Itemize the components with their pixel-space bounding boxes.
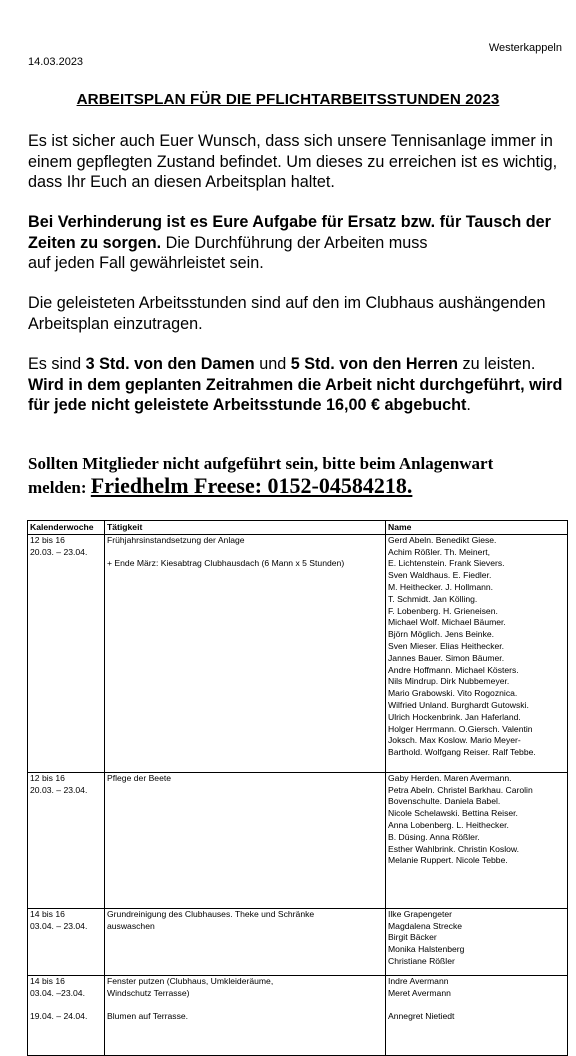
names-line: Bovenschulte. Daniela Babel. [388, 796, 501, 807]
task-cell [105, 908, 386, 975]
names-line: M. Heithecker. J. Hollmann. [388, 581, 494, 592]
logging-paragraph: Die geleisteten Arbeitsstunden sind auf den im Clubhaus aushängenden Arbeitsplan einzutragen. [28, 294, 546, 333]
week-line: 20.03. – 23.04. [30, 784, 88, 795]
task-line: Windschutz Terrasse) [107, 987, 190, 998]
names-line: Wilfried Unland. Burghardt Gutowski. [388, 699, 529, 710]
names-line: Anna Lobenberg. L. Heithecker. [388, 819, 509, 830]
substitution-text: Die Durchführung der Arbeiten muss [161, 233, 428, 252]
substitution-paragraph [28, 212, 568, 274]
place-name: Westerkappeln [488, 42, 562, 54]
week-line: 12 bis 16 [30, 772, 65, 783]
week-cell [28, 975, 105, 1055]
names-line: Joksch. Max Koslow. Mario Meyer- [388, 735, 521, 746]
names-line: Indre Avermann [388, 975, 449, 986]
men-hours: 5 Std. von den Herren [290, 355, 459, 373]
names-line: Björn Möglich. Jens Beinke. [388, 629, 495, 640]
week-line: 03.04. – 23.04. [30, 920, 88, 931]
week-line: 14 bis 16 [30, 908, 65, 919]
names-cell [386, 534, 568, 772]
names-line: Achim Rößler. Th. Meinert, [388, 546, 491, 557]
contact-prefix: melden: [28, 478, 91, 497]
task-line: auswaschen [107, 920, 155, 931]
table-row [28, 975, 568, 1055]
header-name: Name [386, 521, 568, 535]
names-line: E. Lichtenstein. Frank Sievers. [388, 558, 505, 569]
names-line: Esther Wahlbrink. Christin Koslow. [388, 843, 520, 854]
women-hours: 3 Std. von den Damen [85, 355, 255, 373]
penalty-text: Wird in dem geplanten Zeitrahmen die Arbeit nicht durchgeführt, wird für jede nicht geleistete Arbeitsstunde 16,00 € abgebucht [28, 375, 563, 414]
contact-paragraph [28, 453, 568, 499]
names-line: Nils Mindrup. Dirk Nubbemeyer. [388, 676, 510, 687]
task-line: Pflege der Beete [107, 772, 172, 783]
names-line: Melanie Ruppert. Nicole Tebbe. [388, 855, 508, 866]
groundskeeper-contact: Friedhelm Freese: 0152-04584218. [90, 473, 413, 498]
names-line: Holger Herrmann. O.Giersch. Valentin [388, 723, 533, 734]
week-line: 20.03. – 23.04. [30, 546, 88, 557]
task-line: Blumen auf Terrasse. [107, 1011, 189, 1022]
week-line: 14 bis 16 [30, 975, 65, 986]
header-task: Tätigkeit [105, 521, 386, 535]
blank-line [388, 999, 566, 1011]
names-line: Gaby Herden. Maren Avermann. [388, 772, 512, 783]
names-line: Monika Halstenberg [388, 944, 465, 955]
contact-text: Sollten Mitglieder nicht aufgeführt sein, bitte beim Anlagenwart [28, 454, 494, 473]
task-line: Grundreinigung des Clubhauses. Theke und Schränke [107, 908, 315, 919]
names-line: Annegret Nietiedt [388, 1011, 455, 1022]
task-cell [105, 975, 386, 1055]
week-cell [28, 772, 105, 908]
names-line: F. Lobenberg. H. Grieneisen. [388, 605, 498, 616]
document-date: 14.03.2023 [28, 56, 84, 68]
task-line: Frühjahrsinstandsetzung der Anlage [107, 534, 245, 545]
table-header-row [28, 521, 568, 535]
hours-text-end: zu leisten. [458, 355, 536, 373]
week-cell [28, 908, 105, 975]
names-line: Ilke Grapengeter [388, 908, 453, 919]
names-line: Birgit Bäcker [388, 932, 437, 943]
names-line: T. Schmidt. Jan Kölling. [388, 593, 478, 604]
names-line: Ulrich Hockenbrink. Jan Haferland. [388, 711, 521, 722]
names-line: Sven Waldhaus. E. Fiedler. [388, 570, 492, 581]
blank-line [107, 547, 384, 559]
names-line: Nicole Schelawski. Bettina Reiser. [388, 808, 518, 819]
table-row [28, 772, 568, 908]
names-line: Jannes Bauer. Simon Bäumer. [388, 652, 505, 663]
names-line: B. Düsing. Anna Rößler. [388, 831, 480, 842]
week-line: 19.04. – 24.04. [30, 1011, 88, 1022]
table-row [28, 908, 568, 975]
blank-line [107, 999, 384, 1011]
task-cell [105, 772, 386, 908]
names-line: Petra Abeln. Christel Barkhau. Carolin [388, 784, 533, 795]
names-line: Michael Wolf. Michael Bäumer. [388, 617, 506, 628]
hours-paragraph [28, 354, 568, 416]
header-week: Kalenderwoche [28, 521, 105, 535]
week-line: 03.04. –23.04. [30, 987, 85, 998]
names-line: Sven Mieser. Elias Heithecker. [388, 640, 505, 651]
blank-line [30, 999, 103, 1011]
names-line: Mario Grabowski. Vito Rogoznica. [388, 688, 518, 699]
document-title: ARBEITSPLAN FÜR DIE PFLICHTARBEITSSTUNDEN 2023 [76, 91, 500, 108]
task-cell [105, 534, 386, 772]
task-line: Fenster putzen (Clubhaus, Umkleideräume, [107, 975, 274, 986]
names-line: Magdalena Strecke [388, 920, 463, 931]
task-line: + Ende März: Kiesabtrag Clubhausdach (6 Mann x 5 Stunden) [107, 558, 345, 569]
names-line: Andre Hoffmann. Michael Kösters. [388, 664, 519, 675]
penalty-period: . [466, 396, 471, 414]
substitution-bold-text: Bei Verhinderung ist es Eure Aufgabe für Ersatz bzw. für Tausch der Zeiten zu sorgen. [28, 213, 551, 252]
week-line: 12 bis 16 [30, 534, 65, 545]
hours-text-and: und [254, 355, 291, 373]
names-line: Gerd Abeln. Benedikt Giese. [388, 534, 497, 545]
week-cell [28, 534, 105, 772]
hours-text: Es sind [28, 355, 86, 373]
names-line: Meret Avermann [388, 987, 451, 998]
names-cell [386, 908, 568, 975]
work-plan-table [27, 520, 568, 1056]
substitution-text-2: auf jeden Fall gewährleistet sein. [28, 254, 264, 272]
names-line: Barthold. Wolfgang Reiser. Ralf Tebbe. [388, 747, 536, 758]
names-line: Christiane Rößler [388, 955, 455, 966]
table-row [28, 534, 568, 772]
intro-paragraph: Es ist sicher auch Euer Wunsch, dass sich unsere Tennisanlage immer in einem gepflegten Zustand befindet. Um dieses zu erreichen ist es wichtig, dass Ihr Euch an diesen Arbeitsplan haltet. [28, 132, 558, 191]
names-cell [386, 772, 568, 908]
names-cell [386, 975, 568, 1055]
